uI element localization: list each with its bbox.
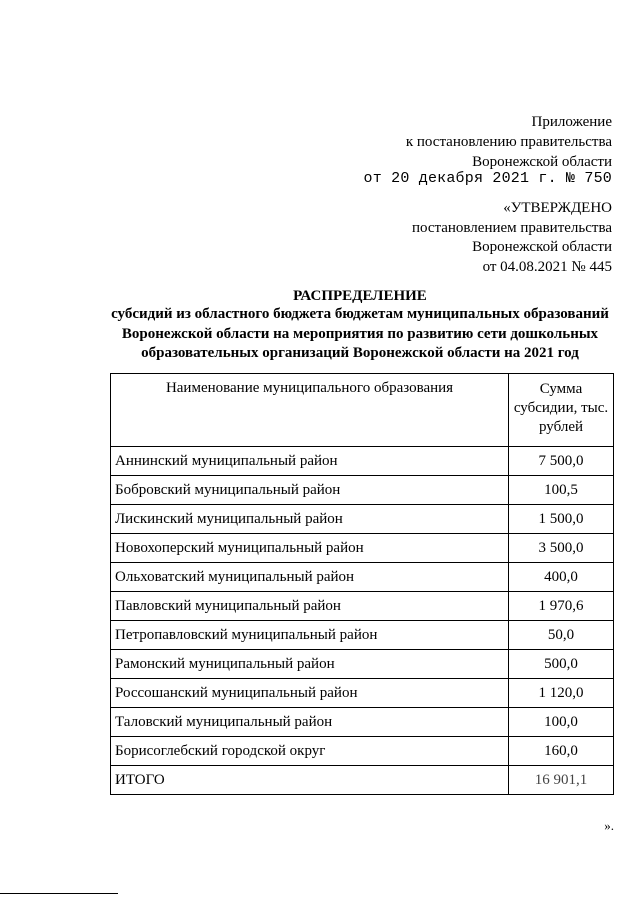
municipality-name: Борисоглебский городской округ xyxy=(111,737,509,766)
total-row xyxy=(111,766,614,795)
approval-line: Воронежской области xyxy=(472,239,612,255)
table-row xyxy=(111,563,614,592)
document-subtitle xyxy=(92,305,628,364)
subsidy-amount: 1 500,0 xyxy=(509,505,614,534)
municipality-name: Павловский муниципальный район xyxy=(111,592,509,621)
municipality-name: Бобровский муниципальный район xyxy=(111,476,509,505)
distribution-table xyxy=(110,373,614,795)
subsidy-amount: 160,0 xyxy=(509,737,614,766)
approval-line: «УТВЕРЖДЕНО xyxy=(503,200,612,216)
municipality-name: Петропавловский муниципальный район xyxy=(111,621,509,650)
table-row xyxy=(111,708,614,737)
header-line: рублей xyxy=(538,419,584,435)
appendix-line: Воронежской области xyxy=(472,154,612,170)
table-row xyxy=(111,650,614,679)
table-row xyxy=(111,679,614,708)
table-header-row xyxy=(111,374,614,447)
subsidy-amount: 500,0 xyxy=(509,650,614,679)
subtitle-line: субсидий из областного бюджета бюджетам муниципальных образований xyxy=(111,306,609,322)
subsidy-amount: 1 970,6 xyxy=(509,592,614,621)
header-line: Сумма xyxy=(539,381,583,397)
municipality-name: Новохоперский муниципальный район xyxy=(111,534,509,563)
column-header-name: Наименование муниципального образования xyxy=(111,374,509,447)
subsidy-amount: 100,0 xyxy=(509,708,614,737)
municipality-name: Россошанский муниципальный район xyxy=(111,679,509,708)
table-row xyxy=(111,621,614,650)
subsidy-amount: 400,0 xyxy=(509,563,614,592)
subsidy-amount: 100,5 xyxy=(509,476,614,505)
header-line: субсидии, тыс. xyxy=(513,400,609,416)
appendix-line: Приложение xyxy=(531,114,612,130)
subsidy-amount: 50,0 xyxy=(509,621,614,650)
decree-date-number: от 20 декабря 2021 г. № 750 xyxy=(363,170,612,187)
subsidy-amount: 7 500,0 xyxy=(509,447,614,476)
approval-line: от 04.08.2021 № 445 xyxy=(482,258,612,275)
municipality-name: Аннинский муниципальный район xyxy=(111,447,509,476)
subsidy-amount: 3 500,0 xyxy=(509,534,614,563)
table-row xyxy=(111,505,614,534)
footnote-separator xyxy=(0,893,118,894)
total-amount: 16 901,1 xyxy=(509,766,614,795)
appendix-header xyxy=(406,112,612,172)
table-row xyxy=(111,592,614,621)
subtitle-line: образовательных организаций Воронежской области на 2021 год xyxy=(141,345,579,361)
municipality-name: Ольховатский муниципальный район xyxy=(111,563,509,592)
municipality-name: Лискинский муниципальный район xyxy=(111,505,509,534)
column-header-amount xyxy=(509,374,614,447)
table-row xyxy=(111,737,614,766)
subtitle-line: Воронежской области на мероприятия по развитию сети дошкольных xyxy=(121,325,599,342)
table-row xyxy=(111,534,614,563)
municipality-name: Таловский муниципальный район xyxy=(111,708,509,737)
approval-line: постановлением правительства xyxy=(411,219,612,236)
subsidy-amount: 1 120,0 xyxy=(509,679,614,708)
table-row xyxy=(111,447,614,476)
document-title: РАСПРЕДЕЛЕНИЕ xyxy=(293,288,427,304)
municipality-name: Рамонский муниципальный район xyxy=(111,650,509,679)
appendix-line: к постановлению правительства xyxy=(405,134,612,150)
total-label: ИТОГО xyxy=(111,766,509,795)
table-row xyxy=(111,476,614,505)
approval-block xyxy=(412,199,612,277)
closing-quote-mark: ». xyxy=(604,818,614,833)
